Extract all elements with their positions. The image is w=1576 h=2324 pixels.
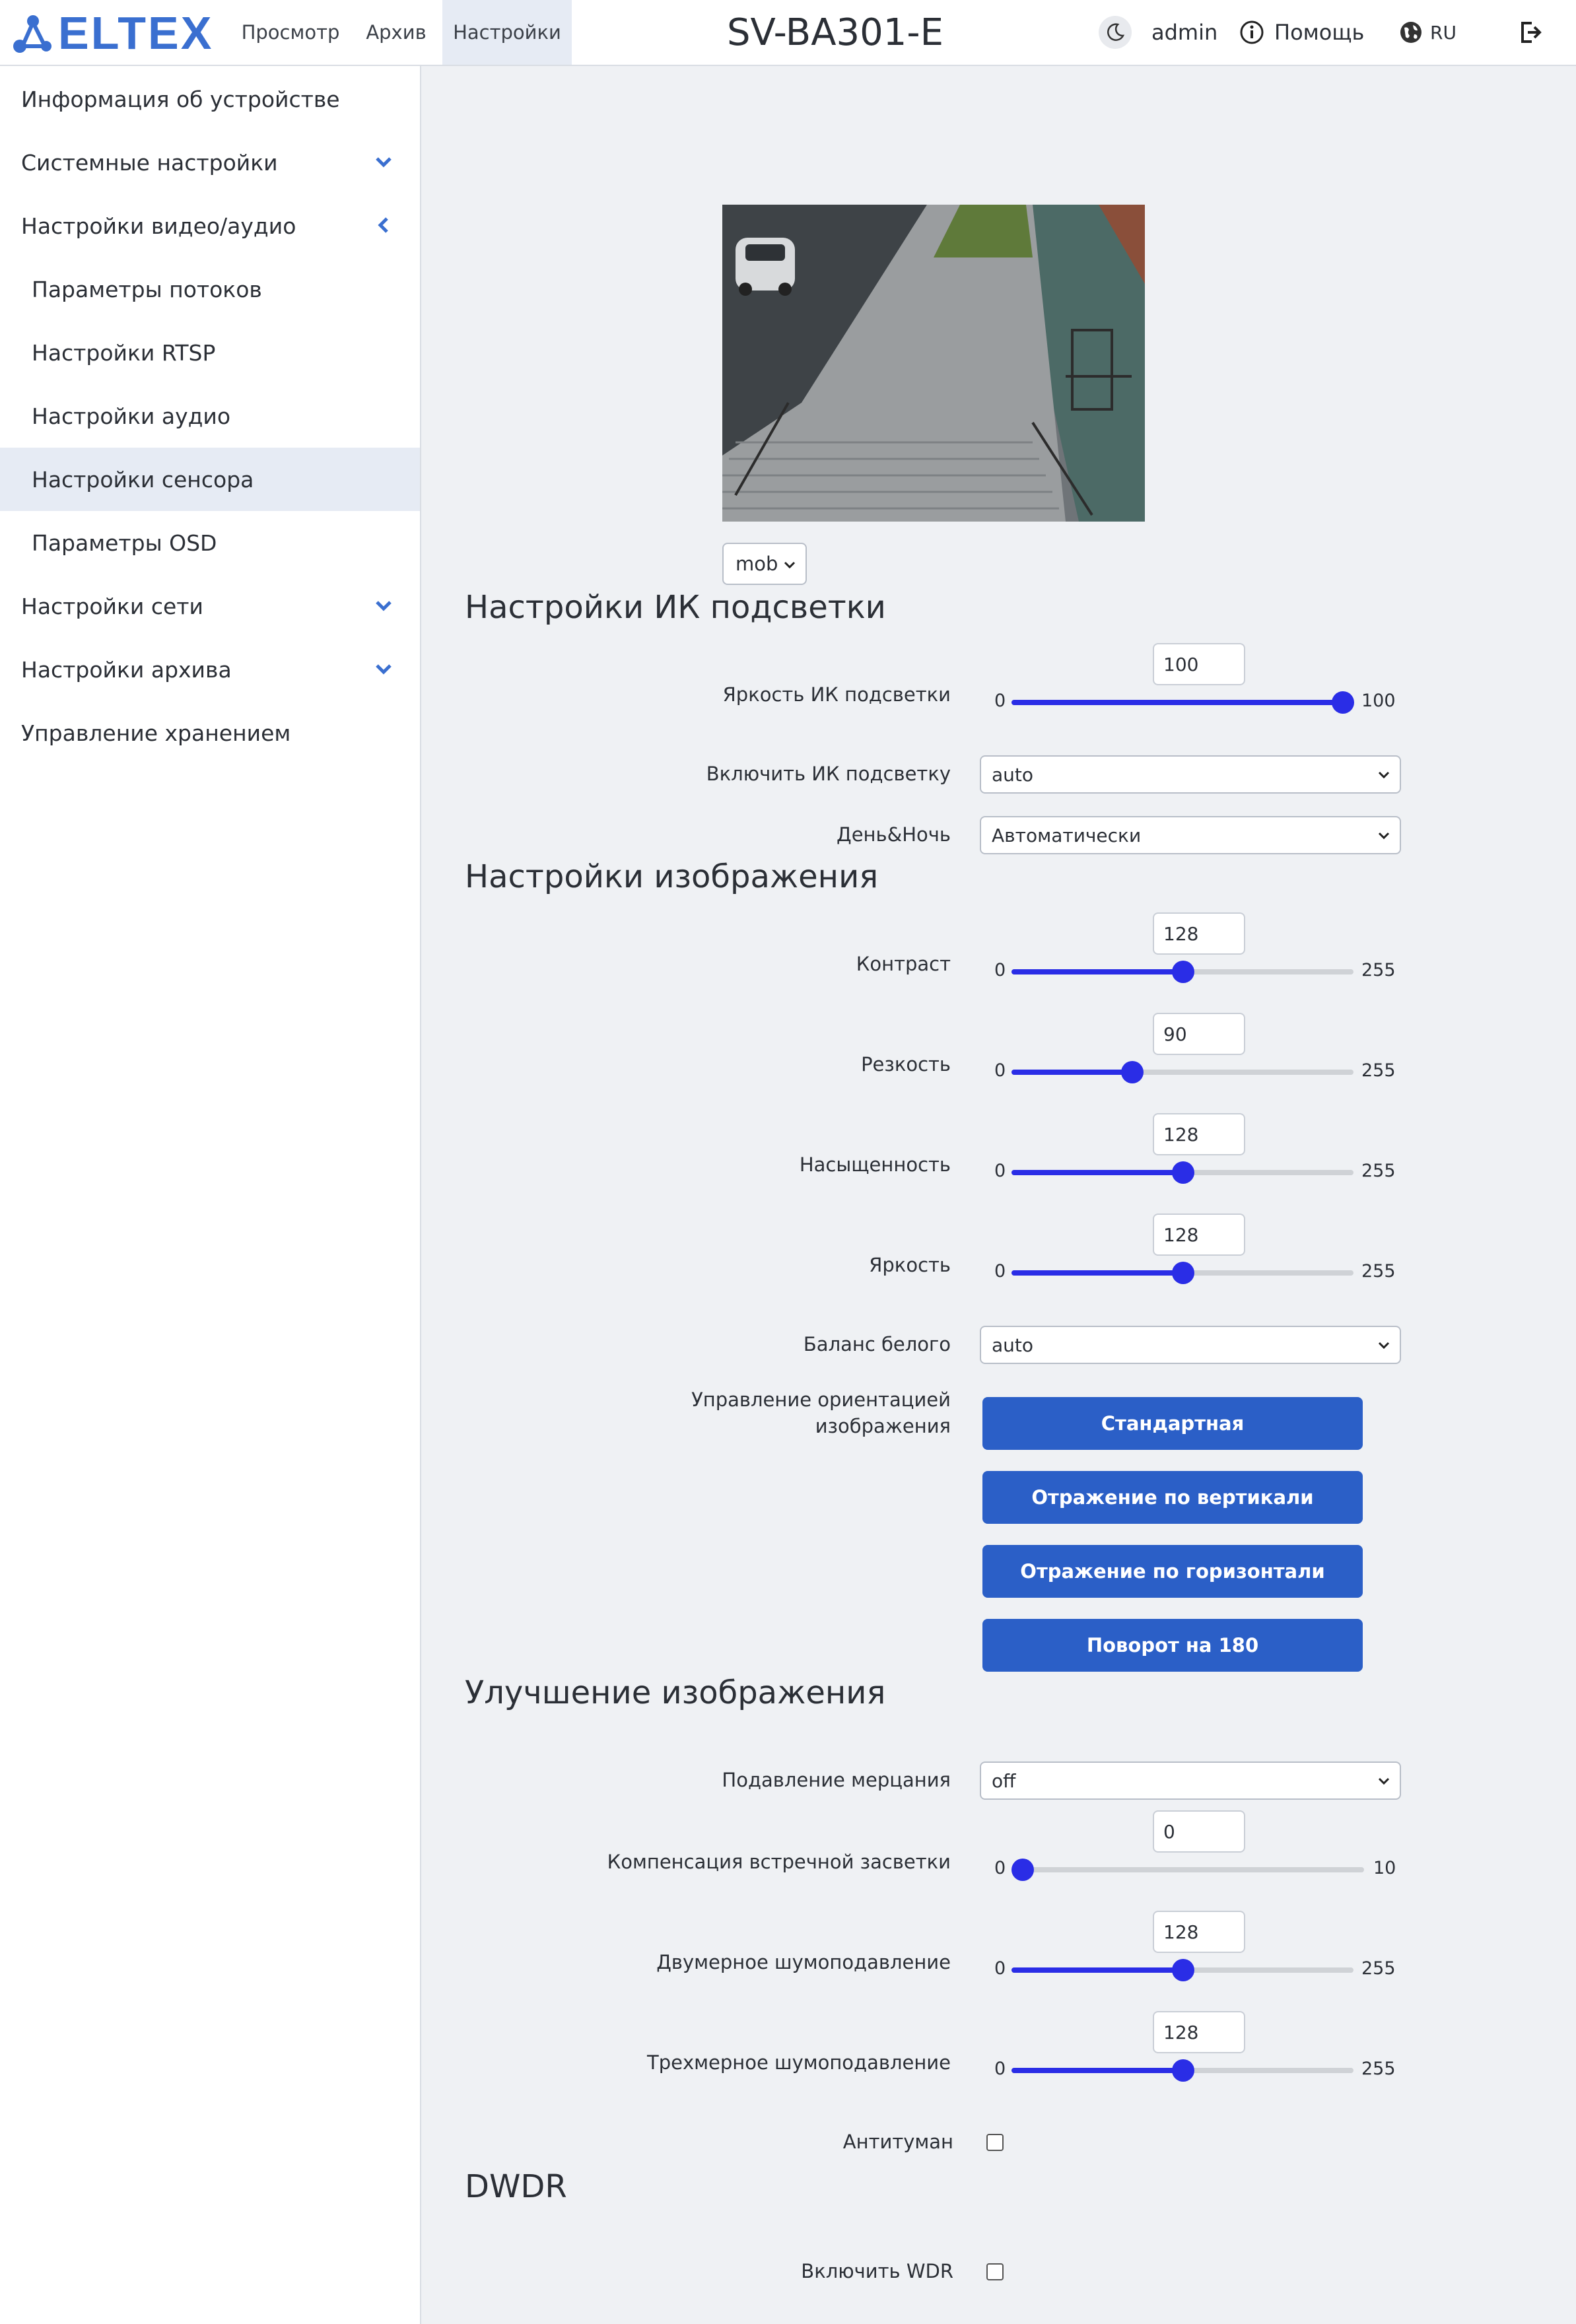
stream-select[interactable]	[722, 543, 807, 585]
ir-brightness-label: Яркость ИК подсветки	[722, 683, 951, 706]
enhance-section-title: Улучшение изображения	[465, 1674, 886, 1711]
ir-brightness-max: 100	[1361, 691, 1396, 711]
nr2d-min: 0	[994, 1958, 1006, 1979]
sidebar-item-label: Настройки архива	[21, 656, 232, 683]
saturation-max: 255	[1361, 1161, 1396, 1181]
chevron-down-icon	[1377, 829, 1390, 842]
slider-thumb[interactable]	[1172, 1959, 1194, 1981]
slider-thumb[interactable]	[1011, 1859, 1034, 1881]
contrast-min: 0	[994, 960, 1006, 980]
wdr-enable-label: Включить WDR	[801, 2260, 953, 2282]
chevron-down-icon	[1377, 1775, 1390, 1788]
top-header	[0, 0, 1576, 66]
orientation-horizontal-flip-button[interactable]: Отражение по горизонтали	[982, 1545, 1363, 1598]
sharpness-slider[interactable]	[1011, 1070, 1353, 1075]
orientation-standard-button[interactable]: Стандартная	[982, 1397, 1363, 1450]
white-balance-select[interactable]	[980, 1326, 1401, 1364]
sidebar-item-label: Настройки аудио	[32, 403, 231, 429]
daynight-select[interactable]	[980, 816, 1401, 854]
sidebar-item-label: Информация об устройстве	[21, 86, 340, 112]
tab-archive[interactable]: Архив	[366, 21, 427, 44]
nr3d-input[interactable]: 128	[1153, 2011, 1245, 2053]
nr2d-input[interactable]: 128	[1153, 1911, 1245, 1953]
orientation-vertical-flip-button[interactable]: Отражение по вертикали	[982, 1471, 1363, 1524]
slider-thumb[interactable]	[1172, 2059, 1194, 2082]
chevron-down-icon	[783, 559, 796, 572]
logout-button[interactable]	[1517, 0, 1544, 65]
sidebar-item-device-info[interactable]	[0, 67, 420, 131]
defog-checkbox[interactable]	[986, 2134, 1004, 2151]
contrast-label: Контраст	[856, 953, 951, 975]
sharpness-input[interactable]: 90	[1153, 1013, 1245, 1055]
slider-fill	[1011, 1070, 1132, 1075]
saturation-min: 0	[994, 1161, 1006, 1181]
sidebar-item-sensor[interactable]	[0, 448, 420, 511]
chevron-left-icon	[374, 215, 394, 235]
slider-thumb[interactable]	[1172, 1161, 1194, 1184]
chevron-down-icon	[374, 659, 394, 679]
slider-thumb[interactable]	[1121, 1061, 1144, 1083]
contrast-input[interactable]: 128	[1153, 912, 1245, 955]
nr3d-max: 255	[1361, 2059, 1396, 2079]
slider-fill	[1011, 1967, 1183, 1973]
ir-brightness-slider[interactable]	[1011, 700, 1343, 705]
sidebar-item-rtsp[interactable]	[0, 321, 420, 384]
nr2d-max: 255	[1361, 1958, 1396, 1979]
ir-enable-select[interactable]	[980, 755, 1401, 794]
slider-fill	[1011, 1270, 1183, 1276]
sharpness-label: Резкость	[861, 1053, 951, 1076]
moon-icon	[1099, 16, 1132, 49]
sidebar-item-system-settings[interactable]	[0, 131, 420, 194]
help-button[interactable]	[1239, 0, 1364, 65]
sidebar-item-label: Настройки сети	[21, 593, 203, 619]
orientation-rotate-180-button[interactable]: Поворот на 180	[982, 1619, 1363, 1672]
contrast-max: 255	[1361, 960, 1396, 980]
brightness-input[interactable]: 128	[1153, 1213, 1245, 1256]
ir-enable-value: auto	[992, 763, 1034, 786]
logout-icon	[1517, 19, 1544, 46]
sidebar-item-stream-params[interactable]	[0, 257, 420, 321]
white-balance-label: Баланс белого	[803, 1333, 951, 1355]
wdr-enable-checkbox[interactable]	[986, 2263, 1004, 2280]
eltex-logo-icon	[12, 12, 54, 54]
eltex-logo[interactable]	[12, 9, 213, 57]
camera-preview-image	[722, 205, 1145, 522]
sidebar-item-label: Настройки RTSP	[32, 339, 216, 366]
chevron-down-icon	[374, 596, 394, 615]
sidebar-item-network[interactable]	[0, 574, 420, 638]
blc-max: 10	[1373, 1858, 1396, 1878]
sharpness-max: 255	[1361, 1060, 1396, 1081]
brightness-min: 0	[994, 1261, 1006, 1282]
dwdr-section-title: DWDR	[465, 2168, 567, 2205]
chevron-down-icon	[1377, 1339, 1390, 1352]
sidebar-item-label: Параметры OSD	[32, 530, 217, 556]
user-name[interactable]: admin	[1151, 20, 1218, 45]
chevron-down-icon	[1377, 769, 1390, 782]
sharpness-min: 0	[994, 1060, 1006, 1081]
defog-label: Антитуман	[842, 2131, 953, 2153]
sidebar-item-storage[interactable]	[0, 701, 420, 765]
saturation-slider[interactable]	[1011, 1170, 1353, 1175]
flicker-label: Подавление мерцания	[722, 1769, 951, 1791]
nr3d-label: Трехмерное шумоподавление	[647, 2051, 951, 2074]
slider-fill	[1011, 969, 1183, 974]
stream-select-value: mob	[736, 553, 778, 575]
flicker-value: off	[992, 1769, 1016, 1792]
sidebar-item-audio[interactable]	[0, 384, 420, 448]
daynight-label: День&Ночь	[837, 823, 951, 846]
sidebar-item-archive[interactable]	[0, 638, 420, 701]
orientation-label-line2: изображения	[815, 1415, 951, 1437]
chevron-down-icon	[374, 152, 394, 172]
blc-input[interactable]: 0	[1153, 1810, 1245, 1853]
nr3d-slider[interactable]	[1011, 2068, 1353, 2073]
orientation-label	[691, 1386, 951, 1439]
saturation-label: Насыщенность	[799, 1153, 951, 1176]
slider-fill	[1011, 1170, 1183, 1175]
camera-preview[interactable]	[722, 205, 1145, 522]
language-selector[interactable]	[1398, 0, 1456, 65]
ir-section-title: Настройки ИК подсветки	[465, 589, 886, 626]
logo-text: ELTEX	[58, 7, 214, 59]
slider-thumb[interactable]	[1332, 691, 1354, 714]
brightness-slider[interactable]	[1011, 1270, 1353, 1276]
contrast-slider[interactable]	[1011, 969, 1353, 974]
slider-thumb[interactable]	[1172, 961, 1194, 983]
theme-toggle-button[interactable]	[1099, 0, 1132, 65]
sidebar-item-osd[interactable]	[0, 511, 420, 574]
sidebar-item-label: Настройки сенсора	[32, 466, 254, 493]
globe-icon	[1398, 20, 1423, 45]
nr2d-slider[interactable]	[1011, 1967, 1353, 1973]
ir-enable-label: Включить ИК подсветку	[706, 763, 951, 785]
ir-brightness-input[interactable]: 100	[1153, 643, 1245, 685]
sidebar-item-label: Системные настройки	[21, 149, 278, 176]
slider-fill	[1011, 700, 1343, 705]
sidebar-item-label: Настройки видео/аудио	[21, 213, 296, 239]
brightness-label: Яркость	[869, 1254, 951, 1276]
blc-label: Компенсация встречной засветки	[607, 1851, 951, 1873]
slider-fill	[1011, 2068, 1183, 2073]
nr3d-min: 0	[994, 2059, 1006, 2079]
slider-thumb[interactable]	[1172, 1262, 1194, 1284]
help-label: Помощь	[1274, 20, 1365, 45]
nr2d-label: Двумерное шумоподавление	[656, 1951, 951, 1973]
blc-slider[interactable]	[1011, 1867, 1364, 1872]
tab-settings[interactable]: Настройки	[442, 0, 572, 65]
sidebar	[0, 66, 421, 2324]
image-section-title: Настройки изображения	[465, 858, 879, 895]
info-icon	[1239, 19, 1265, 46]
sidebar-item-label: Параметры потоков	[32, 276, 262, 302]
language-label: RU	[1430, 21, 1456, 44]
flicker-select[interactable]	[980, 1761, 1401, 1800]
ir-brightness-min: 0	[994, 691, 1006, 711]
white-balance-value: auto	[992, 1334, 1034, 1356]
device-title: SV-BA301-E	[727, 11, 943, 54]
daynight-value: Автоматически	[992, 824, 1142, 846]
orientation-label-line1: Управление ориентацией	[691, 1388, 951, 1411]
sidebar-item-video-audio[interactable]	[0, 194, 420, 257]
tab-view[interactable]: Просмотр	[241, 21, 340, 44]
sidebar-item-label: Управление хранением	[21, 720, 291, 746]
saturation-input[interactable]: 128	[1153, 1113, 1245, 1155]
blc-min: 0	[994, 1858, 1006, 1878]
brightness-max: 255	[1361, 1261, 1396, 1282]
